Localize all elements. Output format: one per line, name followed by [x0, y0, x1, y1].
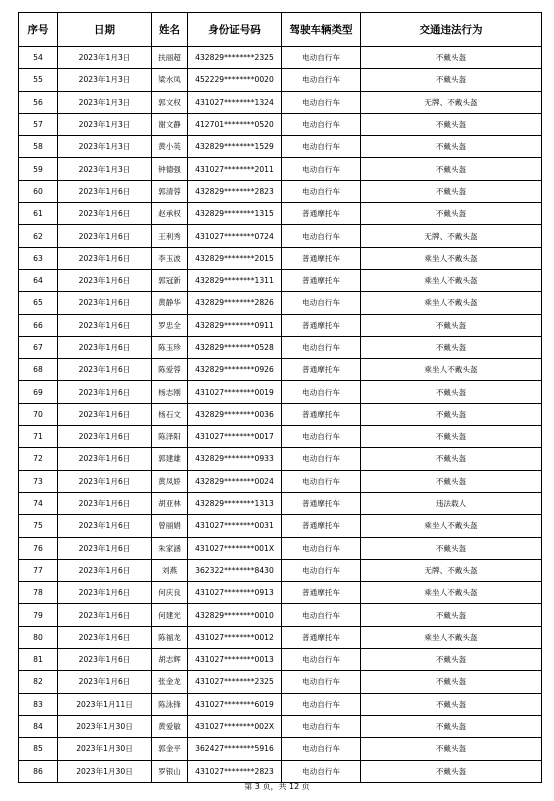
cell-id-number: 431027********002X [188, 715, 282, 737]
table-row [19, 47, 542, 69]
cell-vehicle-type: 电动自行车 [282, 738, 361, 760]
cell-seq: 82 [19, 671, 58, 693]
cell-seq: 77 [19, 559, 58, 581]
table-row [19, 269, 542, 291]
table-row [19, 537, 542, 559]
cell-violation: 不戴头盔 [361, 180, 542, 202]
cell-id-number: 431027********0031 [188, 515, 282, 537]
cell-name: 陈福龙 [152, 626, 188, 648]
cell-seq: 81 [19, 649, 58, 671]
table-row [19, 91, 542, 113]
cell-name: 何庆良 [152, 582, 188, 604]
cell-name: 曾丽娟 [152, 515, 188, 537]
cell-id-number: 432829********0024 [188, 470, 282, 492]
cell-vehicle-type: 电动自行车 [282, 537, 361, 559]
cell-date: 2023年1月3日 [58, 158, 152, 180]
cell-violation: 不戴头盔 [361, 715, 542, 737]
cell-violation: 不戴头盔 [361, 314, 542, 336]
cell-violation: 不戴头盔 [361, 47, 542, 69]
cell-date: 2023年1月6日 [58, 381, 152, 403]
cell-id-number: 432829********0528 [188, 336, 282, 358]
cell-id-number: 432829********2015 [188, 247, 282, 269]
cell-date: 2023年1月6日 [58, 269, 152, 291]
cell-seq: 67 [19, 336, 58, 358]
cell-violation: 不戴头盔 [361, 203, 542, 225]
cell-date: 2023年1月6日 [58, 247, 152, 269]
cell-date: 2023年1月6日 [58, 203, 152, 225]
cell-name: 陈泽阳 [152, 426, 188, 448]
cell-seq: 68 [19, 359, 58, 381]
cell-vehicle-type: 电动自行车 [282, 292, 361, 314]
cell-vehicle-type: 电动自行车 [282, 91, 361, 113]
cell-name: 钟德强 [152, 158, 188, 180]
cell-violation: 不戴头盔 [361, 693, 542, 715]
cell-name: 何建光 [152, 604, 188, 626]
cell-date: 2023年1月6日 [58, 426, 152, 448]
cell-vehicle-type: 电动自行车 [282, 559, 361, 581]
cell-id-number: 452229********0020 [188, 69, 282, 91]
cell-name: 扶丽超 [152, 47, 188, 69]
cell-vehicle-type: 普通摩托车 [282, 203, 361, 225]
cell-seq: 85 [19, 738, 58, 760]
cell-violation: 不戴头盔 [361, 448, 542, 470]
cell-violation: 不戴头盔 [361, 113, 542, 135]
table-row [19, 426, 542, 448]
cell-id-number: 432829********0926 [188, 359, 282, 381]
table-body [19, 47, 542, 783]
cell-violation: 不戴头盔 [361, 470, 542, 492]
cell-date: 2023年1月6日 [58, 292, 152, 314]
table-row [19, 314, 542, 336]
cell-violation: 不戴头盔 [361, 336, 542, 358]
cell-vehicle-type: 普通摩托车 [282, 492, 361, 514]
cell-vehicle-type: 电动自行车 [282, 426, 361, 448]
cell-id-number: 431027********2823 [188, 760, 282, 782]
table-row [19, 448, 542, 470]
cell-name: 陈泳锋 [152, 693, 188, 715]
cell-violation: 违法载人 [361, 492, 542, 514]
cell-name: 刘燕 [152, 559, 188, 581]
cell-vehicle-type: 电动自行车 [282, 180, 361, 202]
cell-id-number: 432829********0911 [188, 314, 282, 336]
table-row [19, 359, 542, 381]
cell-seq: 73 [19, 470, 58, 492]
cell-name: 罗银山 [152, 760, 188, 782]
cell-seq: 66 [19, 314, 58, 336]
cell-violation: 乘坐人不戴头盔 [361, 247, 542, 269]
cell-vehicle-type: 电动自行车 [282, 47, 361, 69]
page-footer: 第 3 页，共 12 页 [244, 782, 310, 791]
cell-seq: 54 [19, 47, 58, 69]
cell-seq: 55 [19, 69, 58, 91]
cell-vehicle-type: 普通摩托车 [282, 515, 361, 537]
header-name: 姓名 [152, 13, 188, 47]
cell-date: 2023年1月6日 [58, 470, 152, 492]
cell-id-number: 431027********2011 [188, 158, 282, 180]
cell-vehicle-type: 电动自行车 [282, 158, 361, 180]
cell-date: 2023年1月6日 [58, 180, 152, 202]
cell-vehicle-type: 普通摩托车 [282, 359, 361, 381]
cell-id-number: 431027********0019 [188, 381, 282, 403]
cell-seq: 84 [19, 715, 58, 737]
cell-seq: 83 [19, 693, 58, 715]
cell-vehicle-type: 普通摩托车 [282, 626, 361, 648]
table-row [19, 738, 542, 760]
table-row [19, 559, 542, 581]
cell-violation: 不戴头盔 [361, 604, 542, 626]
cell-violation: 不戴头盔 [361, 403, 542, 425]
table-row [19, 515, 542, 537]
cell-id-number: 432829********0933 [188, 448, 282, 470]
cell-vehicle-type: 电动自行车 [282, 225, 361, 247]
cell-name: 杨石文 [152, 403, 188, 425]
cell-id-number: 431027********0724 [188, 225, 282, 247]
table-row [19, 136, 542, 158]
cell-name: 胡志辉 [152, 649, 188, 671]
cell-name: 张金龙 [152, 671, 188, 693]
cell-name: 黄爱敏 [152, 715, 188, 737]
cell-name: 梁水凤 [152, 69, 188, 91]
cell-violation: 不戴头盔 [361, 136, 542, 158]
cell-name: 郭清蓉 [152, 180, 188, 202]
cell-id-number: 432829********1315 [188, 203, 282, 225]
cell-id-number: 431027********0012 [188, 626, 282, 648]
cell-date: 2023年1月3日 [58, 69, 152, 91]
cell-seq: 64 [19, 269, 58, 291]
cell-seq: 86 [19, 760, 58, 782]
cell-id-number: 432829********2325 [188, 47, 282, 69]
cell-vehicle-type: 电动自行车 [282, 448, 361, 470]
cell-date: 2023年1月3日 [58, 136, 152, 158]
cell-violation: 乘坐人不戴头盔 [361, 292, 542, 314]
cell-vehicle-type: 普通摩托车 [282, 269, 361, 291]
cell-seq: 62 [19, 225, 58, 247]
cell-vehicle-type: 电动自行车 [282, 760, 361, 782]
cell-id-number: 362427********5916 [188, 738, 282, 760]
cell-vehicle-type: 普通摩托车 [282, 403, 361, 425]
cell-violation: 无牌、不戴头盔 [361, 559, 542, 581]
table-row [19, 671, 542, 693]
cell-vehicle-type: 电动自行车 [282, 336, 361, 358]
cell-violation: 无牌、不戴头盔 [361, 91, 542, 113]
cell-seq: 74 [19, 492, 58, 514]
cell-vehicle-type: 电动自行车 [282, 693, 361, 715]
cell-id-number: 431027********6019 [188, 693, 282, 715]
cell-name: 罗忠全 [152, 314, 188, 336]
cell-date: 2023年1月6日 [58, 515, 152, 537]
cell-id-number: 431027********001X [188, 537, 282, 559]
table-header-row [19, 13, 542, 47]
header-vehicle-type: 驾驶车辆类型 [282, 13, 361, 47]
cell-name: 黄静华 [152, 292, 188, 314]
cell-violation: 不戴头盔 [361, 649, 542, 671]
cell-id-number: 431027********2325 [188, 671, 282, 693]
cell-date: 2023年1月30日 [58, 738, 152, 760]
cell-seq: 80 [19, 626, 58, 648]
cell-id-number: 431027********0013 [188, 649, 282, 671]
cell-id-number: 432829********0010 [188, 604, 282, 626]
cell-id-number: 432829********1529 [188, 136, 282, 158]
table-row [19, 626, 542, 648]
violation-table [18, 12, 542, 783]
cell-id-number: 432829********1313 [188, 492, 282, 514]
cell-name: 陈爱蓉 [152, 359, 188, 381]
cell-date: 2023年1月6日 [58, 336, 152, 358]
cell-seq: 79 [19, 604, 58, 626]
cell-date: 2023年1月6日 [58, 492, 152, 514]
cell-seq: 72 [19, 448, 58, 470]
cell-id-number: 431027********1324 [188, 91, 282, 113]
cell-name: 郭文权 [152, 91, 188, 113]
cell-seq: 75 [19, 515, 58, 537]
cell-date: 2023年1月6日 [58, 537, 152, 559]
cell-vehicle-type: 电动自行车 [282, 69, 361, 91]
cell-vehicle-type: 普通摩托车 [282, 247, 361, 269]
cell-date: 2023年1月30日 [58, 715, 152, 737]
cell-seq: 78 [19, 582, 58, 604]
cell-id-number: 412701********0520 [188, 113, 282, 135]
cell-date: 2023年1月6日 [58, 582, 152, 604]
cell-violation: 乘坐人不戴头盔 [361, 359, 542, 381]
cell-name: 郭冠新 [152, 269, 188, 291]
cell-seq: 59 [19, 158, 58, 180]
cell-vehicle-type: 电动自行车 [282, 649, 361, 671]
cell-seq: 60 [19, 180, 58, 202]
cell-vehicle-type: 普通摩托车 [282, 314, 361, 336]
cell-seq: 71 [19, 426, 58, 448]
table-row [19, 715, 542, 737]
cell-name: 黄凤娇 [152, 470, 188, 492]
cell-vehicle-type: 电动自行车 [282, 671, 361, 693]
cell-name: 杨志刚 [152, 381, 188, 403]
cell-vehicle-type: 电动自行车 [282, 113, 361, 135]
cell-id-number: 432829********2826 [188, 292, 282, 314]
cell-date: 2023年1月6日 [58, 314, 152, 336]
table-row [19, 403, 542, 425]
cell-id-number: 431027********0913 [188, 582, 282, 604]
cell-date: 2023年1月6日 [58, 403, 152, 425]
table-row [19, 203, 542, 225]
cell-name: 胡亚林 [152, 492, 188, 514]
cell-violation: 不戴头盔 [361, 537, 542, 559]
cell-seq: 57 [19, 113, 58, 135]
cell-seq: 56 [19, 91, 58, 113]
cell-violation: 不戴头盔 [361, 671, 542, 693]
table-row [19, 582, 542, 604]
cell-date: 2023年1月6日 [58, 626, 152, 648]
table-row [19, 649, 542, 671]
cell-vehicle-type: 电动自行车 [282, 715, 361, 737]
cell-date: 2023年1月6日 [58, 604, 152, 626]
cell-id-number: 432829********1311 [188, 269, 282, 291]
cell-name: 王利秀 [152, 225, 188, 247]
table-row [19, 180, 542, 202]
cell-seq: 76 [19, 537, 58, 559]
cell-date: 2023年1月3日 [58, 91, 152, 113]
cell-violation: 无牌、不戴头盔 [361, 225, 542, 247]
table-row [19, 113, 542, 135]
cell-vehicle-type: 电动自行车 [282, 470, 361, 492]
cell-name: 李玉波 [152, 247, 188, 269]
table-row [19, 492, 542, 514]
cell-violation: 乘坐人不戴头盔 [361, 515, 542, 537]
cell-name: 郭金平 [152, 738, 188, 760]
cell-name: 谢文静 [152, 113, 188, 135]
table-row [19, 381, 542, 403]
cell-date: 2023年1月11日 [58, 693, 152, 715]
cell-name: 赵承权 [152, 203, 188, 225]
cell-id-number: 362322********8430 [188, 559, 282, 581]
cell-date: 2023年1月6日 [58, 225, 152, 247]
cell-date: 2023年1月30日 [58, 760, 152, 782]
table-row [19, 292, 542, 314]
cell-vehicle-type: 普通摩托车 [282, 582, 361, 604]
cell-date: 2023年1月6日 [58, 649, 152, 671]
cell-violation: 不戴头盔 [361, 381, 542, 403]
cell-name: 朱家涵 [152, 537, 188, 559]
cell-violation: 不戴头盔 [361, 760, 542, 782]
cell-name: 陈玉珍 [152, 336, 188, 358]
table-row [19, 760, 542, 782]
header-date: 日期 [58, 13, 152, 47]
cell-date: 2023年1月3日 [58, 113, 152, 135]
table-row [19, 225, 542, 247]
cell-violation: 不戴头盔 [361, 69, 542, 91]
table-row [19, 693, 542, 715]
cell-violation: 乘坐人不戴头盔 [361, 269, 542, 291]
cell-date: 2023年1月6日 [58, 359, 152, 381]
cell-date: 2023年1月6日 [58, 559, 152, 581]
cell-vehicle-type: 电动自行车 [282, 381, 361, 403]
cell-violation: 乘坐人不戴头盔 [361, 582, 542, 604]
table-row [19, 158, 542, 180]
table-row [19, 69, 542, 91]
cell-id-number: 432829********0036 [188, 403, 282, 425]
cell-seq: 61 [19, 203, 58, 225]
table-row [19, 247, 542, 269]
cell-id-number: 431027********0017 [188, 426, 282, 448]
cell-name: 黄小英 [152, 136, 188, 158]
cell-vehicle-type: 电动自行车 [282, 604, 361, 626]
cell-violation: 不戴头盔 [361, 158, 542, 180]
cell-seq: 63 [19, 247, 58, 269]
header-violation: 交通违法行为 [361, 13, 542, 47]
cell-seq: 58 [19, 136, 58, 158]
cell-seq: 69 [19, 381, 58, 403]
table-row [19, 336, 542, 358]
violation-table-sheet [18, 12, 541, 783]
cell-date: 2023年1月6日 [58, 448, 152, 470]
cell-seq: 65 [19, 292, 58, 314]
cell-violation: 乘坐人不戴头盔 [361, 626, 542, 648]
cell-date: 2023年1月6日 [58, 671, 152, 693]
header-seq: 序号 [19, 13, 58, 47]
cell-seq: 70 [19, 403, 58, 425]
table-row [19, 604, 542, 626]
cell-violation: 不戴头盔 [361, 738, 542, 760]
header-id-number: 身份证号码 [188, 13, 282, 47]
table-row [19, 470, 542, 492]
cell-name: 郭建雄 [152, 448, 188, 470]
cell-date: 2023年1月3日 [58, 47, 152, 69]
cell-vehicle-type: 电动自行车 [282, 136, 361, 158]
cell-violation: 不戴头盔 [361, 426, 542, 448]
cell-id-number: 432829********2823 [188, 180, 282, 202]
